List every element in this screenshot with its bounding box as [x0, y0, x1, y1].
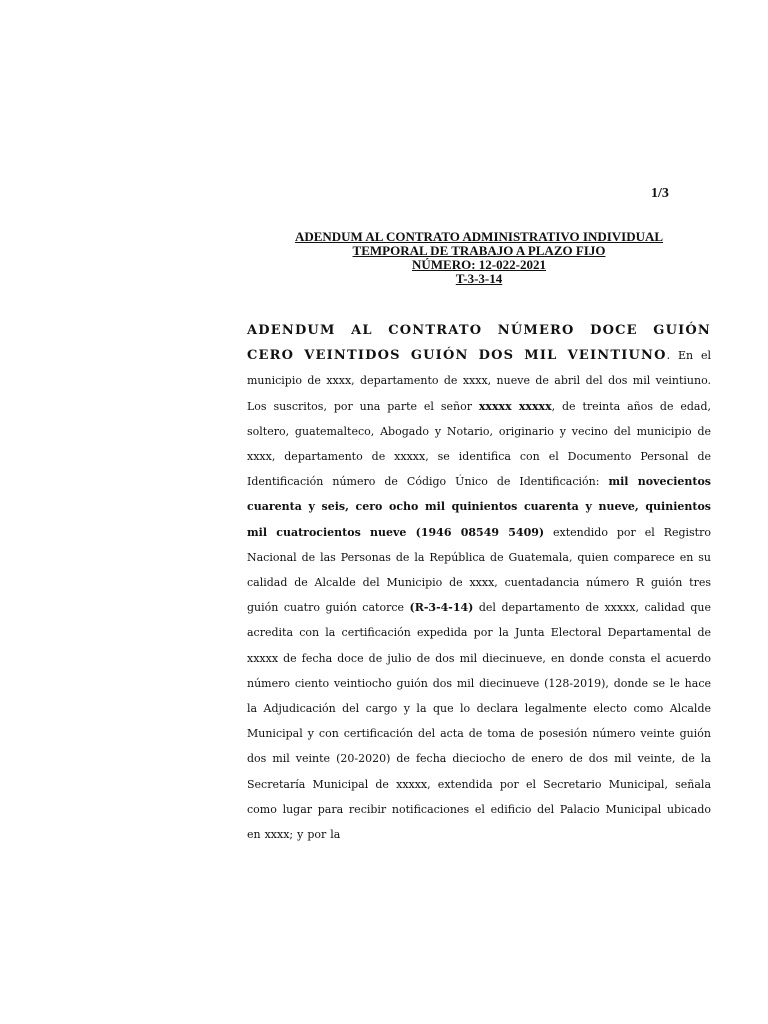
body-text-segment: del departamento de xxxxx, calidad que acredita con la certificación expedida por la Junta Electoral Departamental de xxxxx de fecha doce de julio de dos mil diecinueve, en donde consta el acuerdo número ciento veintiocho guión dos mil diecinueve (128-2019), donde se le hace la Adjudicación del cargo y la que lo declara legalmente electo como Alcalde Municipal y con certificación del acta de toma de posesión número veinte guión dos mil veinte (20-2020) de fecha dieciocho de enero de dos mil veinte, de la Secretaría Municipal de xxxxx, extendida por el Secretario Municipal, señala como lugar para recibir notificaciones el edificio del Palacio Municipal ubicado en xxxx; y por la: [247, 601, 711, 842]
body-text-segment: , de treinta años de edad, soltero, guatemalteco, Abogado y Notario, originario y vecino del municipio de xxxx, departamento de xxxxx, se identifica con el Documento Personal de Identificación número de Código Único de Identificación:: [247, 399, 711, 489]
body-text-segment: . En el municipio de xxxx, departamento de xxxx, nueve de abril del dos mil veintiuno. Los suscritos, por una parte el señor: [247, 349, 711, 413]
heading-line-2: TEMPORAL DE TRABAJO A PLAZO FIJO: [352, 243, 606, 258]
cuentadancia-code: (R-3-4-14): [409, 601, 474, 615]
heading-line-4: T-3-3-14: [455, 271, 503, 286]
document-heading: [246, 230, 712, 286]
heading-line-1: ADENDUM AL CONTRATO ADMINISTRATIVO INDIVIDUAL: [294, 229, 664, 244]
body-paragraph: [247, 318, 711, 847]
page-number: 1/3: [651, 186, 669, 201]
signatory-name: xxxxx xxxxx: [478, 399, 552, 413]
cui-number: mil novecientos cuarenta y seis, cero ocho mil quinientos cuarenta y nueve, quinientos mil cuatrocientos nueve (1946 08549 5409): [247, 475, 711, 539]
heading-line-3: NÚMERO: 12-022-2021: [412, 257, 546, 272]
contract-title-bold: ADENDUM AL CONTRATO NÚMERO DOCE GUIÓN CERO VEINTIDOS GUIÓN DOS MIL VEINTIUNO: [247, 323, 711, 364]
body-text-segment: extendido por el Registro Nacional de las Personas de la República de Guatemala, quien comparece en su calidad de Alcalde del Municipio de xxxx, cuentadancia número R guión tres guión cuatro guión catorce: [247, 525, 711, 615]
